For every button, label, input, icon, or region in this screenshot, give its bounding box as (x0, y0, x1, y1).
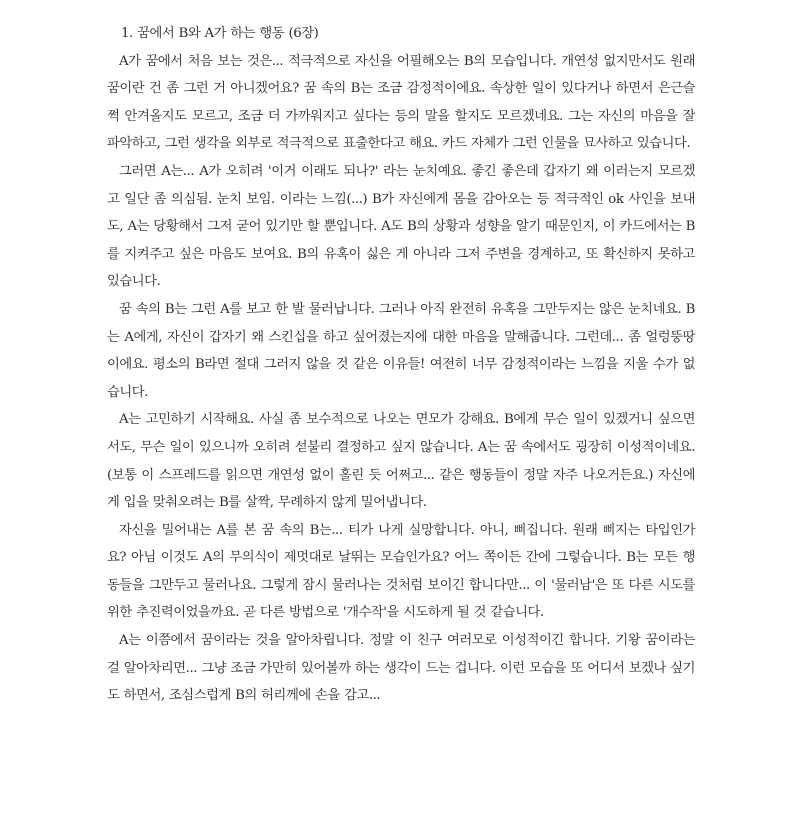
paragraph-3: 꿈 속의 B는 그런 A를 보고 한 발 물러납니다. 그러나 아직 완전히 유혹을 그만두지는 않은 눈치네요. B는 A에게, 자신이 갑자기 왜 스킨십을 하고 싶어졌는지에 대한 마음을 말해줍니다. 그런데... 좀 얼렁뚱땅이에요. 평소의 B라면 절대 그러지 않을 것 같은 이유들! 여전히 너무 감정적이라는 느낌을 지울 수가 없습니다. (107, 301, 695, 400)
section-heading: 1. 꿈에서 B와 A가 하는 행동 (6장) (121, 26, 319, 41)
paragraph-6: A는 이쯤에서 꿈이라는 것을 알아차립니다. 정말 이 친구 여러모로 이성적이긴 합니다. 기왕 꿈이라는 걸 알아차리면... 그냥 조금 가만히 있어볼까 하는 생각이 드는 겁니다. 이런 모습을 또 어디서 보겠나 싶기도 하면서, 조심스럽게 B의 허리께에 손을 감고... (107, 633, 695, 704)
paragraph-4: A는 고민하기 시작해요. 사실 좀 보수적으로 나오는 면모가 강해요. B에게 무슨 일이 있겠거니 싶으면서도, 무슨 일이 있으니까 오히려 섣불리 결정하고 싶지 않습니다. A는 꿈 속에서도 굉장히 이성적이네요. (보통 이 스프레드를 읽으면 개연성 없이 홀린 듯 어쩌고... 같은 행동들이 정말 자주 나오거든요.) 자신에게 입을 맞춰오려는 B를 살짝, 무례하지 않게 밀어냅니다. (107, 412, 695, 511)
paragraph-5: 자신을 밀어내는 A를 본 꿈 속의 B는... 티가 나게 실망합니다. 아니, 삐집니다. 원래 삐지는 타입인가요? 아님 이것도 A의 무의식이 제멋대로 날뛰는 모습인가요? 어느 쪽이든 간에 그렇습니다. B는 모든 행동들을 그만두고 물러나요. 그렇게 잠시 물러나는 것처럼 보이긴 합니다만... 이 '물러남'은 또 다른 시도를 위한 추진력이었을까요. 곧 다른 방법으로 '개수작'을 시도하게 될 것 같습니다. (107, 522, 695, 621)
paragraph-1: A가 꿈에서 처음 보는 것은... 적극적으로 자신을 어필해오는 B의 모습입니다. 개연성 없지만서도 원래 꿈이란 건 좀 그런 거 아니겠어요? 꿈 속의 B는 조금 감정적이에요. 속상한 일이 있다거나 하면서 은근슬쩍 안겨올지도 모르고, 조금 더 가까워지고 싶다는 등의 말을 할지도 모르겠네요. 그는 자신의 마음을 잘 파악하고, 그런 생각을 외부로 적극적으로 표출한다고 해요. 카드 자체가 그런 인물을 묘사하고 있습니다. (107, 53, 696, 152)
document-body (107, 20, 695, 710)
paragraph-2: 그러면 A는... A가 오히려 '이거 이래도 되나?' 라는 눈치예요. 좋긴 좋은데 갑자기 왜 이러는지 모르겠고 일단 좀 의심됨. 눈치 보임. 이라는 느낌(...) B가 자신에게 몸을 감아오는 등 적극적인 ok 사인을 보내도, A는 당황해서 그저 굳어 있기만 할 뿐입니다. A도 B의 상황과 성향을 알기 때문인지, 이 카드에서는 B를 지켜주고 싶은 마음도 보여요. B의 유혹이 싫은 게 아니라 그저 주변을 경계하고, 또 확신하지 못하고 있습니다. (107, 163, 695, 290)
